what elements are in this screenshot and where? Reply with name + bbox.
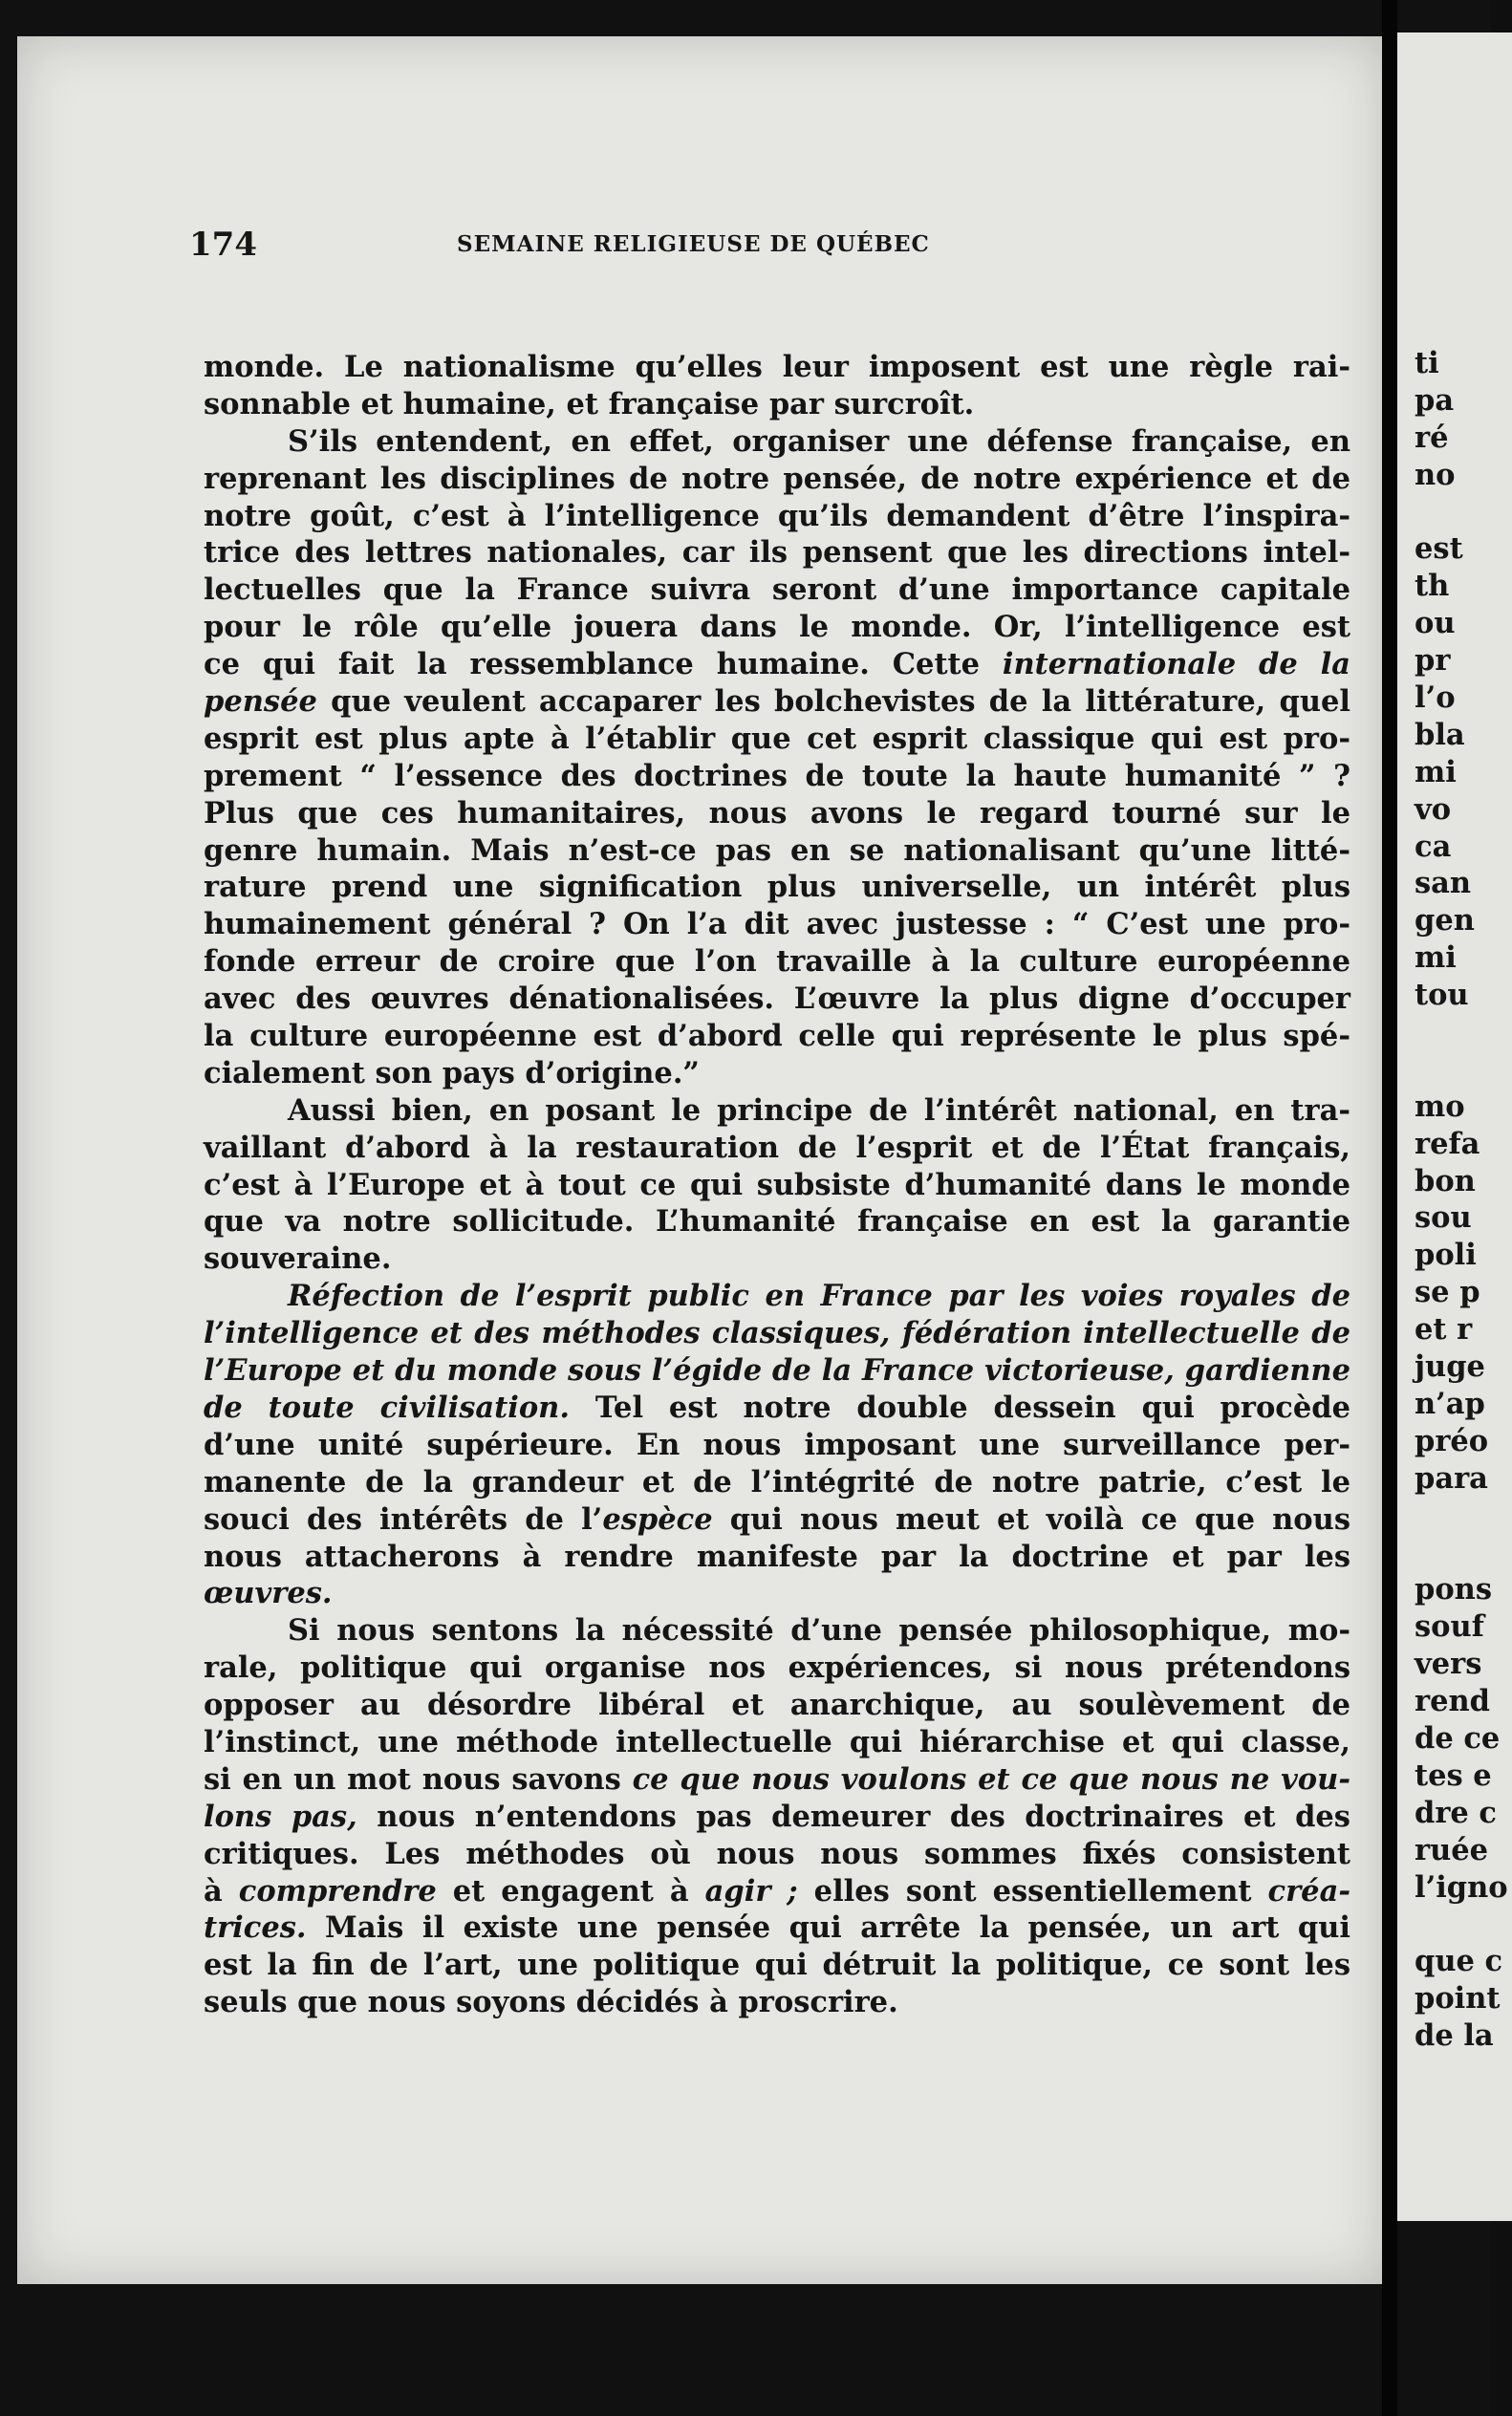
fragment-line: de ce (1415, 1720, 1501, 1756)
text-line: la culture européenne est d’abord celle qui représente le plus spé- (204, 1019, 1350, 1054)
italic-run: agir ; (704, 1873, 798, 1909)
italic-run: espèce (602, 1501, 713, 1537)
text-line: Si nous sentons la nécessité d’une pensée philosophique, mo- (288, 1613, 1350, 1649)
text-line: vaillant d’abord à la restauration de l’esprit et de l’État français, (204, 1130, 1350, 1165)
italic-run: comprendre (238, 1873, 437, 1909)
fragment-line: n’ap (1415, 1386, 1485, 1421)
fragment-line: mo (1415, 1089, 1465, 1124)
text-line (204, 1352, 1350, 1390)
fragment-line: sou (1415, 1200, 1472, 1236)
text-line: lectuelles que la France suivra seront d’une importance capitale (204, 572, 1350, 608)
text-line (204, 1315, 1350, 1352)
fragment-line: préo (1415, 1423, 1489, 1458)
fragment-line: bla (1415, 717, 1465, 752)
fragment-line: vo (1415, 791, 1452, 827)
fragment-line: l’o (1415, 680, 1456, 716)
body-text (204, 349, 1350, 2021)
fragment-line: et r (1415, 1312, 1473, 1348)
fragment-line: san (1415, 866, 1472, 901)
text-line: rale, politique qui organise nos expériences, si nous prétendons (204, 1650, 1350, 1686)
text-line: esprit est plus apte à l’établir que cet esprit classique qui est pro- (204, 721, 1350, 756)
right-page-fragments (1415, 345, 1508, 2055)
text-line: souveraine. (204, 1241, 392, 1277)
fragment-line: th (1415, 569, 1450, 604)
text-line: cialement son pays d’origine.” (204, 1055, 700, 1090)
text-run: Mais il existe une pensée qui arrête la pensée, un art qui (306, 1910, 1350, 1946)
fragment-line: tou (1415, 978, 1469, 1013)
fragment-line: vers (1415, 1647, 1482, 1682)
text-line: manente de la grandeur et de l’intégrité de notre patrie, c’est le (204, 1464, 1350, 1499)
text-run: nous n’entendons pas demeurer des doctrinaires et des (356, 1799, 1350, 1834)
fragment-line: refa (1415, 1126, 1480, 1161)
text-line: nous attacherons à rendre manifeste par la doctrine et par les (204, 1539, 1350, 1574)
text-line: notre goût, c’est à l’intelligence qu’ils demandent d’être l’inspira- (204, 498, 1350, 533)
italic-run: œuvres. (204, 1576, 333, 1611)
text-line: pour le rôle qu’elle jouera dans le monde. Or, l’intelligence est (204, 610, 1350, 645)
text-line: monde. Le nationalisme qu’elles leur imposent est une règle rai- (204, 350, 1350, 384)
text-line: sonnable et humaine, et française par surcroît. (204, 386, 975, 421)
italic-run: internationale de la (1002, 647, 1350, 682)
text-run: si en un mot nous savons (204, 1761, 633, 1797)
fragment-line: poli (1415, 1238, 1477, 1273)
fragment-line: ré (1415, 420, 1449, 455)
italic-run: créa- (1267, 1873, 1350, 1909)
fragment-line: ca (1415, 829, 1452, 864)
italic-run: de toute civilisation. (204, 1390, 570, 1425)
text-line: trice des lettres nationales, car ils pensent que les directions intel- (204, 535, 1350, 571)
text-line (204, 646, 1350, 683)
fragment-line: no (1415, 457, 1456, 492)
text-run: à (204, 1873, 239, 1909)
text-line: reprenant les disciplines de notre pensée, de notre expérience et de (204, 461, 1350, 496)
text-line: que va notre sollicitude. L’humanité française en est la garantie (204, 1204, 1350, 1240)
text-line (204, 1501, 1350, 1539)
fragment-line: de la (1415, 2018, 1494, 2054)
book-gutter (1382, 0, 1397, 2416)
fragment-line: mi (1415, 940, 1457, 976)
text-run: souci des intérêts de l’ (204, 1501, 603, 1537)
text-line: opposer au désordre libéral et anarchique, au soulèvement de (204, 1688, 1350, 1723)
fragment-line (1415, 1906, 1508, 1943)
fragment-line: que c (1415, 1944, 1503, 1979)
text-run: et engagent à (436, 1873, 705, 1909)
text-line: seuls que nous soyons décidés à proscrire. (204, 1985, 898, 2020)
fragment-line: mi (1415, 754, 1457, 789)
fragment-line: ti (1415, 346, 1439, 380)
text-line: genre humain. Mais n’est-ce pas en se nationalisant qu’une litté- (204, 832, 1350, 868)
text-line: prement “ l’essence des doctrines de toute la haute humanité ” ? (204, 758, 1350, 793)
fragment-line: ou (1415, 606, 1456, 641)
fragment-line (1415, 1014, 1508, 1051)
fragment-line: est (1415, 531, 1463, 567)
italic-run: trices. (204, 1910, 307, 1946)
italic-run: l’Europe et du monde sous l’égide de la France victorieuse, gardienne (204, 1353, 1350, 1389)
text-line (204, 1278, 1350, 1315)
text-line: Plus que ces humanitaires, nous avons le regard tourné sur le (204, 795, 1350, 830)
fragment-line: souf (1415, 1609, 1484, 1645)
fragment-line: l’igno (1415, 1869, 1508, 1905)
fragment-line: juge (1415, 1349, 1485, 1385)
text-line: humainement général ? On l’a dit avec justesse : “ C’est une pro- (204, 907, 1350, 942)
fragment-line (1415, 494, 1508, 531)
text-line: fonde erreur de croire que l’on travaille à la culture européenne (204, 944, 1350, 980)
text-line (204, 683, 1350, 721)
italic-run: l’intelligence et des méthodes classiques, fédération intellectuelle de (204, 1316, 1350, 1351)
text-line: avec des œuvres dénationalisées. L’œuvre la plus digne d’occuper (204, 982, 1350, 1017)
text-run: qui nous meut et voilà ce que nous (712, 1501, 1350, 1537)
fragment-line: point (1415, 1981, 1501, 2017)
page-number: 174 (189, 226, 257, 264)
fragment-line: pons (1415, 1572, 1493, 1607)
text-line: l’instinct, une méthode intellectuelle qui hiérarchise et qui classe, (204, 1724, 1350, 1759)
fragment-line: pr (1415, 643, 1451, 679)
running-head: SEMAINE RELIGIEUSE DE QUÉBEC (457, 231, 930, 257)
text-run: elles sont essentiellement (797, 1873, 1268, 1909)
text-run: que veulent accaparer les bolchevistes de la littérature, quel (316, 684, 1350, 720)
right-page-edge (1397, 32, 1512, 2221)
fragment-line (1415, 1535, 1508, 1572)
fragment-line: gen (1415, 903, 1475, 938)
fragment-line: dre c (1415, 1795, 1497, 1830)
text-line (204, 1575, 1350, 1612)
text-line (204, 1873, 1350, 1910)
italic-run: lons pas, (204, 1799, 357, 1834)
left-page (17, 36, 1384, 2284)
text-line (204, 1761, 1350, 1799)
italic-run: Réfection de l’esprit public en France par les voies royales de (288, 1279, 1350, 1314)
text-run: ce qui fait la ressemblance humaine. Cette (204, 647, 1003, 682)
fragment-line: pa (1415, 382, 1455, 418)
text-line: est la fin de l’art, une politique qui détruit la politique, ce sont les (204, 1948, 1350, 1983)
text-line: c’est à l’Europe et à tout ce qui subsiste d’humanité dans le monde (204, 1167, 1350, 1202)
fragment-line: tes e (1415, 1758, 1492, 1793)
text-line: Aussi bien, en posant le principe de l’intérêt national, en tra- (288, 1092, 1350, 1128)
fragment-line: ruée (1415, 1832, 1489, 1867)
text-line: S’ils entendent, en effet, organiser une défense française, en (288, 423, 1350, 459)
text-line: critiques. Les méthodes où nous nous sommes fixés consistent (204, 1836, 1350, 1871)
text-line (204, 1799, 1350, 1836)
italic-run: pensée (204, 684, 317, 720)
fragment-line (1415, 1051, 1508, 1089)
page-header (151, 226, 1069, 273)
fragment-line: bon (1415, 1163, 1476, 1198)
text-line: rature prend une signification plus universelle, un intérêt plus (204, 870, 1350, 905)
text-run: Tel est notre double dessein qui procède (569, 1390, 1351, 1425)
text-line (204, 1390, 1350, 1427)
text-line: d’une unité supérieure. En nous imposant une surveillance per- (204, 1427, 1350, 1462)
text-line (204, 1909, 1350, 1947)
italic-run: ce que nous voulons et ce que nous ne vou- (632, 1761, 1350, 1797)
fragment-line: para (1415, 1460, 1488, 1496)
fragment-line (1415, 1498, 1508, 1535)
fragment-line: se p (1415, 1275, 1480, 1310)
fragment-line: rend (1415, 1684, 1490, 1719)
